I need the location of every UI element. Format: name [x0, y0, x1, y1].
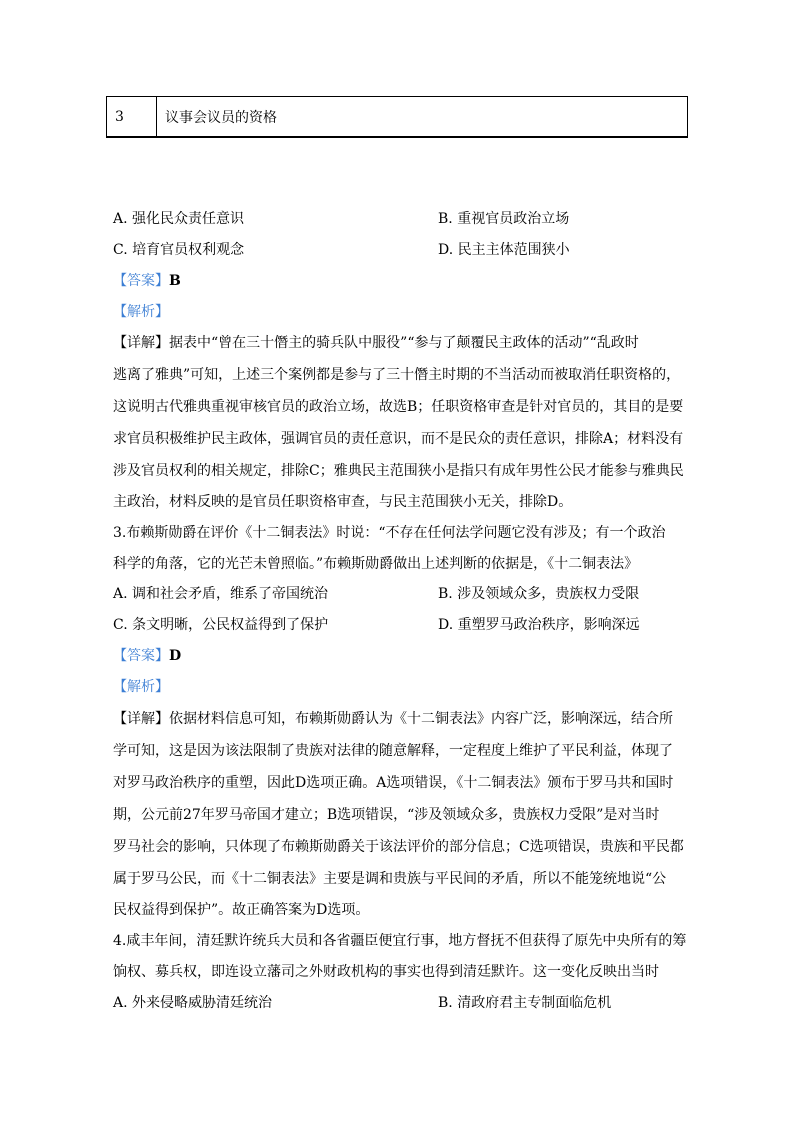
q3-detail-line: 期，公元前27年罗马帝国才建立；B选项错误，“涉及领域众多，贵族权力受限”是对当时 — [113, 807, 660, 823]
q2-detail-line: 这说明古代雅典重视审核官员的政治立场，故选B；任职资格审查是针对官员的，其目的是要 — [113, 399, 684, 415]
answer-tag: 【答案】 — [113, 648, 169, 664]
table-row — [106, 96, 688, 138]
table-cell-text: 议事会议员的资格 — [165, 109, 277, 126]
q2-detail-line: 逃离了雅典”可知，上述三个案例都是参与了三十僭主时期的不当活动而被取消任职资格的， — [113, 367, 681, 383]
q4-option-a: A. 外来侵略威胁清廷统治 — [113, 995, 273, 1011]
q4-stem-line: 饷权、募兵权，即连设立藩司之外财政机构的事实也得到清廷默许。这一变化反映出当时 — [113, 964, 659, 980]
q3-analysis-tag: 【解析】 — [113, 679, 169, 695]
q3-option-d: D. 重塑罗马政治秩序，影响深远 — [438, 617, 640, 633]
q2-option-a: A. 强化民众责任意识 — [113, 211, 245, 227]
q2-option-c: C. 培育官员权利观念 — [113, 242, 245, 258]
detail-text: 据表中“曾在三十僭主的骑兵队中服役”“参与了颠覆民主政体的活动”“乱政时 — [169, 335, 639, 351]
q3-detail-line: 对罗马政治秩序的重塑，因此D选项正确。A选项错误，《十二铜表法》颁布于罗马共和国时 — [113, 775, 674, 791]
q3-option-c: C. 条文明晰，公民权益得到了保护 — [113, 617, 329, 633]
q2-answer — [113, 271, 181, 291]
q2-option-d: D. 民主主体范围狭小 — [438, 242, 570, 258]
detail-tag: 【详解】 — [113, 335, 169, 351]
answer-value: B — [169, 273, 181, 289]
detail-text: 依据材料信息可知，布赖斯勋爵认为《十二铜表法》内容广泛，影响深远，结合所 — [169, 711, 673, 727]
q2-detail-line: 主政治，材料反映的是官员任职资格审查，与民主范围狭小无关，排除D。 — [113, 494, 573, 510]
q4-stem-line: 4.咸丰年间，清廷默许统兵大员和各省疆臣便宜行事，地方督抚不但获得了原先中央所有的筹 — [113, 933, 687, 949]
q3-detail-line: 属于罗马公民，而《十二铜表法》主要是调和贵族与平民间的矛盾，所以不能笼统地说“公 — [113, 871, 667, 887]
q3-detail-line: 民权益得到保护”。故正确答案为D选项。 — [113, 902, 370, 918]
q3-answer — [113, 646, 181, 666]
q4-option-b: B. 清政府君主专制面临危机 — [438, 995, 612, 1011]
q3-detail-line — [113, 709, 673, 729]
q3-stem-line: 3.布赖斯勋爵在评价《十二铜表法》时说：“不存在任何法学问题它没有涉及；有一个政治 — [113, 525, 666, 541]
q2-option-b: B. 重视官员政治立场 — [438, 211, 570, 227]
answer-value: D — [169, 648, 182, 664]
q3-option-a: A. 调和社会矛盾，维系了帝国统治 — [113, 586, 329, 602]
q3-detail-line: 学可知，这是因为该法限制了贵族对法律的随意解释，一定程度上维护了平民利益，体现了 — [113, 743, 673, 759]
q2-analysis-tag: 【解析】 — [113, 304, 169, 320]
q3-detail-line: 罗马社会的影响，只体现了布赖斯勋爵关于该法评价的部分信息；C选项错误，贵族和平民都 — [113, 839, 684, 855]
q3-option-b: B. 涉及领域众多，贵族权力受限 — [438, 586, 640, 602]
q2-detail-line: 求官员积极维护民主政体，强调官员的责任意识，而不是民众的责任意识，排除A；材料没有 — [113, 431, 684, 447]
q2-detail-line: 涉及官员权利的相关规定，排除C；雅典民主范围狭小是指只有成年男性公民才能参与雅典民 — [113, 463, 684, 479]
detail-tag: 【详解】 — [113, 711, 169, 727]
q2-detail-line — [113, 333, 639, 353]
table-cell-number: 3 — [107, 97, 157, 136]
answer-tag: 【答案】 — [113, 273, 169, 289]
q3-stem-line: 科学的角落，它的光芒未曾照临。”布赖斯勋爵做出上述判断的依据是，《十二铜表法》 — [113, 556, 639, 572]
